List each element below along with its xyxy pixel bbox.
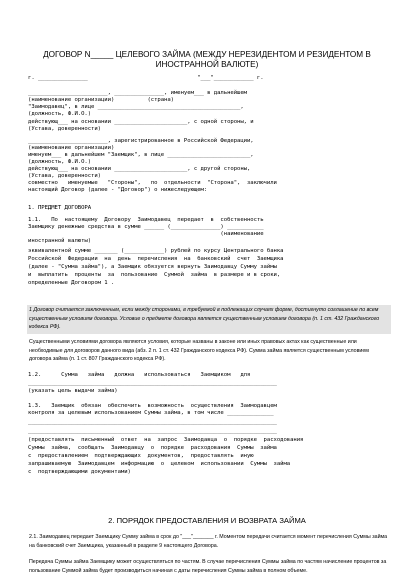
section1-line: определенные Договором 1 . xyxy=(28,280,115,286)
header-line: (Устава, доверенности) xyxy=(28,126,101,132)
section1-line: 1.1. По настоящему Договору Заимодавец передает в собственность xyxy=(28,217,264,223)
commentary-paragraph: Существенными условиями договора являются условия, которые названы в законе или иных правовых актах как существенные или необходимые для договоров данного вида (абз. 2 п. 1 ст. 432 Гражданского кодекса РФ). Сумма займа является существенным условием договора займа (п. 1 ст. 807 Гражданского кодекса РФ). xyxy=(29,339,369,362)
section13-line: запрашиваемую Заимодавцем информацию о целевом использовании Суммы займа xyxy=(28,461,291,467)
section13-line: ___________________________________________________________________________ xyxy=(28,428,277,434)
section12-line: ___________________________________________________________________________ xyxy=(28,380,277,386)
section13-line: ___________________________________________________________________________ xyxy=(28,419,277,425)
section13-line: (предоставлять письменный ответ на запрос Заимодавца о порядке расходования xyxy=(28,437,304,443)
header-line: совместно именуемые "Стороны", по отдельности "Сторона", заключили xyxy=(28,180,277,186)
header-line: (должность, Ф.И.О.) xyxy=(28,159,92,165)
header-line: настоящий Договор (далее - "Договор") о нижеследующем: xyxy=(28,187,208,193)
header-line: (Устава, доверенности) xyxy=(28,173,101,179)
header-line: (наименование организации) (страна) xyxy=(28,97,174,103)
section13-line: Суммы займа, сообщать Заимодавцу о порядке расходования Суммы займа xyxy=(28,445,277,451)
section1-line: (далее - "Сумма займа"), а Заемщик обязуется вернуть Заимодавцу Сумму займы xyxy=(28,264,277,270)
header-line: именуем___ в дальнейшем "Заемщик", в лице _________________________, xyxy=(28,152,254,158)
header-line: действующ___ на основании ______________________, с другой стороны, xyxy=(28,166,251,172)
header-line: "Заимодавец", в лице ___________________________________________, xyxy=(28,104,244,110)
section1-line: Заемщику денежные средства в сумме ______ (_______________) ___________ xyxy=(28,224,264,230)
section1-line: эквивалентной сумме _______ (____________) рублей по курсу Центрального банка xyxy=(28,248,284,254)
section1-line: иностранной валюты) xyxy=(28,238,92,244)
header-line: (наименование организации) xyxy=(28,145,115,151)
header-line: действующ___ на основании ______________________, с одной стороны, и xyxy=(28,119,254,125)
section1-line: Российской Федерации на день перечисления на банковский счет Заемщика xyxy=(28,256,284,262)
section2-paragraph: Передача Суммы займа Заемщику может осуществляться по частям. В случае перечисления Суммы займа по частям начисление процентов за пользование Суммой займа будет производиться начиная с даты перечисления Суммы займа в полном объеме. xyxy=(29,559,387,574)
header-line: (должность, Ф.И.О.) xyxy=(28,111,92,117)
section1-line: (наименование xyxy=(28,231,264,237)
document-title: ДОГОВОР N_____ ЦЕЛЕВОГО ЗАЙМА (МЕЖДУ НЕРЕЗИДЕНТОМ И РЕЗИДЕНТОМ В ИНОСТРАННОЙ ВАЛЮТЕ) xyxy=(43,50,371,69)
section13-line: с предоставлением подтверждающих документов, предоставлять иную xyxy=(28,453,254,459)
section1-line: и выплатить проценты за пользование Суммой займа в размере и в сроки, xyxy=(28,272,281,278)
header-line: ________________________, зарегистрированное в Российской Федерации, xyxy=(28,138,254,144)
header-line: ________________________, _______________, именуем___ в дальнейшем xyxy=(28,90,247,96)
section13-line: 1.3. Заемщик обязан обеспечить возможность осуществления Заимодавцем xyxy=(28,403,277,409)
section2-heading: 2. ПОРЯДОК ПРЕДОСТАВЛЕНИЯ И ВОЗВРАТА ЗАЙМА xyxy=(108,516,306,525)
section12-line: (указать цель выдачи займа) xyxy=(28,388,118,394)
section13-line: с подтверждающими документами) xyxy=(28,469,131,475)
footnote-text: 1 Договор считается заключенным, если между сторонами, в требуемой в подлежащих случаях форме, достигнуто соглашение по всем существенным условиям договора. Условие о предмете договора является существенным условием договора (п. 1 ст. 432 Гражданского кодекса РФ). xyxy=(29,307,380,330)
section1-heading: 1. ПРЕДМЕТ ДОГОВОРА xyxy=(28,205,92,211)
section13-line: контроля за целевым использованием Суммы займа, в том числе ______________ xyxy=(28,410,274,416)
section2-paragraph: 2.1. Заимодавец передает Заемщику Сумму займа в срок до "___"_______ г. Моментом передачи считается момент перечисления Суммы займа на банковский счет Заемщика, указанный в разделе 9 настоящего Договора. xyxy=(29,534,388,549)
section12-line: 1.2. Сумма займа должна использоваться Заемщиком для xyxy=(28,372,251,378)
header-line: г. _______________ "___"____________ г. xyxy=(28,75,264,81)
